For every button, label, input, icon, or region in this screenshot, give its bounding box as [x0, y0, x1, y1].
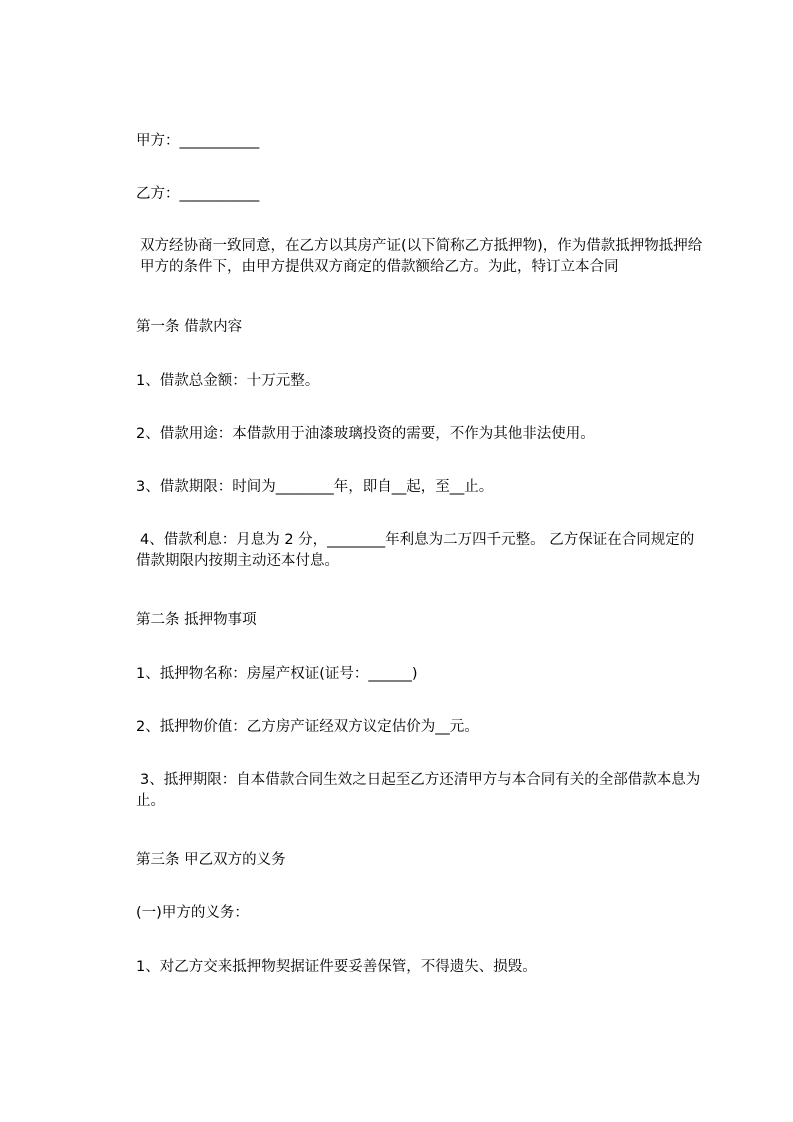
party-b-line: 乙方：___________: [136, 186, 260, 202]
article-1-item-1: 1、借款总金额：十万元整。: [136, 373, 320, 389]
article-3-title: 第三条 甲乙双方的义务: [136, 852, 286, 868]
article-3-subsection-1: (一)甲方的义务：: [136, 905, 249, 921]
intro-paragraph: 双方经协商一致同意，在乙方以其房产证(以下简称乙方抵押物)，作为借款抵押物抵押给甲方的条件下，由甲方提供双方商定的借款额给乙方。为此，特订立本合同: [140, 238, 703, 275]
article-1-item-3: 3、借款期限：时间为________年，即自__起，至__止。: [136, 479, 494, 495]
article-1-title: 第一条 借款内容: [136, 319, 243, 335]
article-2-title: 第二条 抵押物事项: [136, 612, 257, 628]
article-2-item-3: 3、抵押期限：自本借款合同生效之日起至乙方还清甲方与本合同有关的全部借款本息为止。: [136, 772, 701, 809]
article-1-item-4: 4、借款利息：月息为 2 分，________年利息为二万四千元整。 乙方保证在合同规定的借款期限内按期主动还本付息。: [136, 532, 695, 569]
article-1-item-2: 2、借款用途：本借款用于油漆玻璃投资的需要，不作为其他非法使用。: [136, 426, 595, 442]
article-3-item-1: 1、对乙方交来抵押物契据证件要妥善保管，不得遗失、损毁。: [136, 959, 537, 975]
article-2-item-1: 1、抵押物名称：房屋产权证(证号：______): [136, 666, 418, 682]
article-2-item-2: 2、抵押物价值：乙方房产证经双方议定估价为__元。: [136, 719, 479, 735]
party-a-line: 甲方：___________: [136, 133, 260, 149]
